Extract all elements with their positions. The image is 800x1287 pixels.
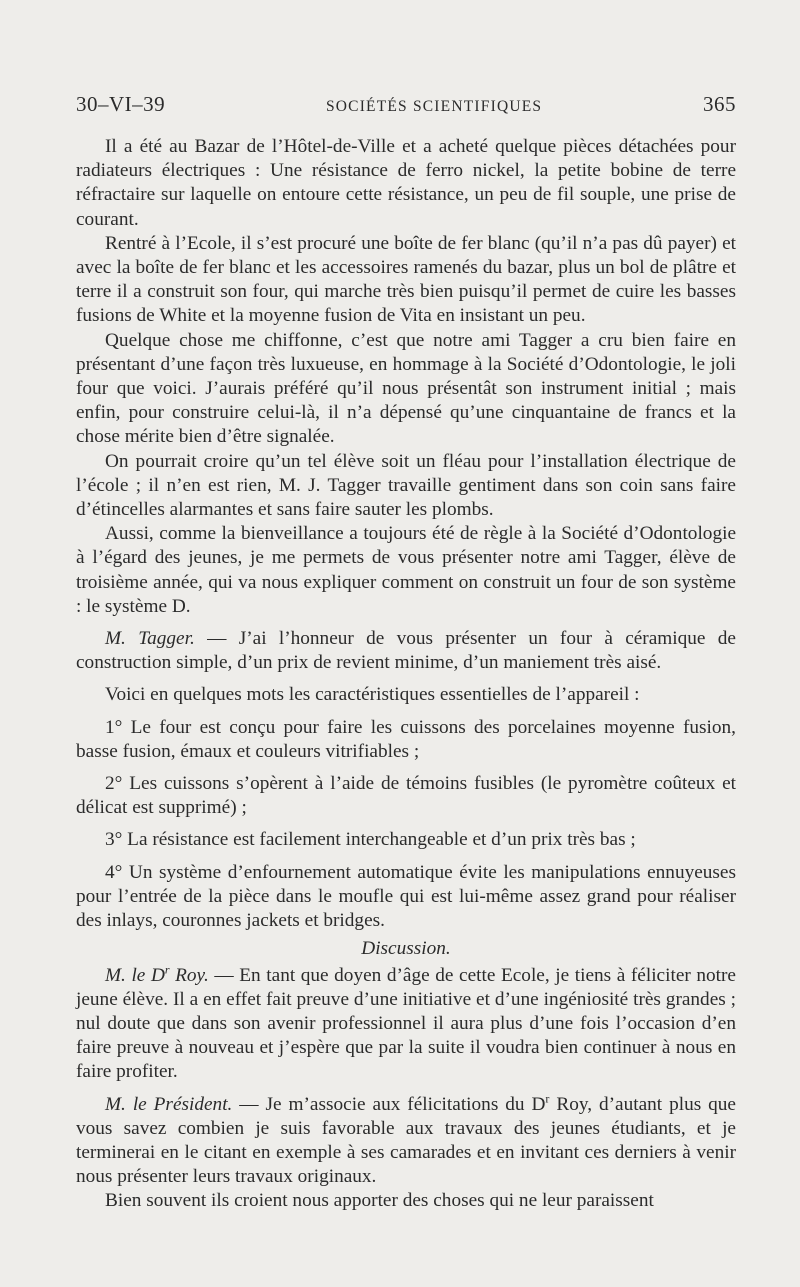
paragraph-roy: [76, 964, 736, 1085]
list-item-3: 3° La résistance est facilement interchangeable et d’un prix très bas ;: [105, 829, 636, 851]
paragraph-bienveillance: Aussi, comme la bienveillance a toujours été de règle à la Société d’Odontologie à l’égard des jeunes, je me permets de vous présenter notre ami Tagger, élève de troisième année, qui va nous expliquer comment on construit un four de son système : le système D.: [76, 523, 736, 617]
president-sup: r: [545, 1091, 550, 1106]
list-item-2: 2° Les cuissons s’opèrent à l’aide de témoins fusibles (le pyromètre coûteux et délicat est supprimé) ;: [76, 773, 736, 819]
roy-text: — En tant que doyen d’âge de cette Ecole, je tiens à féliciter notre jeune élève. Il a en effet fait preuve d’une initiative et d’une ingéniosité très grandes ; nul doute que dans son avenir professionnel il aura plus d’une fois l’occasion d’en faire preuve à nouveau et j’espère que par la suite il voudra bien continuer à nous en faire profiter.: [76, 964, 736, 1083]
speaker-roy: [105, 962, 209, 986]
list-item-4: 4° Un système d’enfournement automatique évite les manipulations ennuyeuses pour l’entrée de la pièce dans le moufle qui est lui-même assez grand pour réaliser des inlays, couronnes jackets et bridges.: [76, 861, 736, 932]
paragraph-bazar: Il a été au Bazar de l’Hôtel-de-Ville et a acheté quelque pièces détachées pour radiateurs électriques : Une résistance de ferro nickel, la petite bobine de terre réfractaire sur laquelle on entoure cette résistance, un peu de fil souple, une prise de courant.: [76, 136, 736, 230]
speaker-roy-suffix: Roy.: [169, 964, 209, 986]
speaker-roy-prefix: M. le D: [105, 964, 165, 986]
speaker-tagger: M. Tagger.: [105, 628, 195, 650]
paragraph-chiffonne: Quelque chose me chiffonne, c’est que notre ami Tagger a cru bien faire en présentant d’une façon très luxueuse, en hommage à la Société d’Odontologie, le joli four que voici. J’aurais préféré qu’il nous présentât son instrument initial ; mais enfin, pour construire celui-là, il n’a dépensé qu’une cinquantaine de francs et la chose mérite bien d’être signalée.: [76, 329, 736, 448]
section-heading-discussion: Discussion.: [361, 938, 451, 960]
page-number: 365: [703, 92, 736, 116]
list-item-1: 1° Le four est conçu pour faire les cuissons des porcelaines moyenne fusion, basse fusion, émaux et couleurs vitrifiables ;: [76, 716, 736, 762]
paragraph-installation: On pourrait croire qu’un tel élève soit un fléau pour l’installation électrique de l’école ; il n’en est rien, M. J. Tagger travaille gentiment dans son coin sans faire d’étincelles alarmantes et sans faire sauter les plombs.: [76, 450, 736, 521]
speaker-roy-sup: r: [164, 962, 170, 977]
paragraph-caracteristiques: Voici en quelques mots les caractéristiques essentielles de l’appareil :: [105, 684, 640, 706]
body-text: [76, 135, 736, 1214]
president-text-b: Roy, d’autant plus que vous savez combien je suis favorable aux travaux des jeunes étudiants, et je terminerai en le citant en exemple à ses camarades et en invitant ces derniers à venir nous présenter leurs travaux originaux.: [76, 1093, 736, 1188]
header-title: SOCIÉTÉS SCIENTIFIQUES: [325, 98, 543, 115]
tagger-text: — J’ai l’honneur de vous présenter un four à céramique de construction simple, d’un prix de revient minime, d’un maniement très aisé.: [76, 628, 736, 674]
running-header: [76, 92, 736, 117]
paragraph-president: [76, 1093, 736, 1190]
header-date: 30–VI–39: [76, 92, 166, 116]
paragraph-bien-souvent: Bien souvent ils croient nous apporter des choses qui ne leur paraissent: [105, 1190, 654, 1212]
paragraph-ecole: Rentré à l’Ecole, il s’est procuré une boîte de fer blanc (qu’il n’a pas dû payer) et avec la boîte de fer blanc et les accessoires ramenés du bazar, plus un bol de plâtre et terre il a construit son four, qui marche très bien puisqu’il permet de cuire les basses fusions de White et la moyenne fusion de Vita en insistant un peu.: [76, 232, 736, 327]
president-text-a: — Je m’associe aux félicitations du D: [232, 1093, 546, 1115]
speaker-president: M. le Président.: [105, 1093, 233, 1115]
paragraph-tagger: [76, 627, 736, 675]
